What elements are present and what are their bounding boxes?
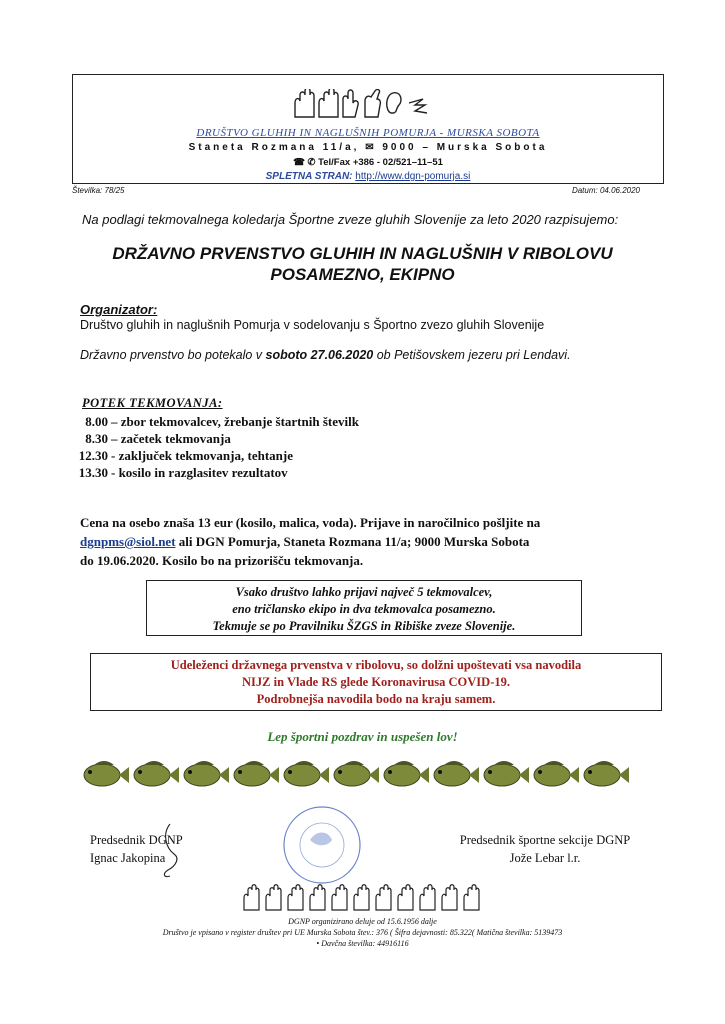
hand-sign-icon	[332, 885, 347, 910]
rules-line: eno tričlansko ekipo in dva tekmovalca posamezno.	[232, 602, 496, 616]
fish-icon	[284, 761, 329, 786]
greeting: Lep športni pozdrav in uspešen lov!	[267, 729, 458, 744]
organization-name: DRUŠTVO GLUHIH IN NAGLUŠNIH POMURJA - MURSKA SOBOTA	[196, 127, 540, 139]
sports-section-name: Jože Lebar l.r.	[509, 851, 581, 865]
footer-line-2: Društvo je vpisano v register društev pri UE Murska Sobota štev.: 376 ( Šifra dejavnosti: 85.322( Matična številka: 5139473	[162, 928, 563, 937]
footer-line-3: • Davčna številka: 44916116	[316, 939, 409, 948]
letterhead-box	[72, 74, 664, 184]
price-line-1: Cena na osebo znaša 13 eur (kosilo, malica, voda). Prijave in naročilnico pošljite na	[80, 515, 541, 530]
schedule-time: 13.30	[78, 465, 108, 480]
schedule-time: 8.00	[85, 414, 108, 429]
sports-section-title: Predsednik športne sekcije DGNP	[459, 833, 631, 847]
hand-signs-icon	[73, 89, 663, 121]
schedule-item	[72, 431, 231, 447]
document-date: Datum: 04.06.2020	[571, 186, 640, 195]
rules-box	[146, 580, 582, 636]
president-name: Ignac Jakopina	[90, 851, 166, 865]
fish-decoration	[78, 756, 638, 794]
rules-line: Tekmuje se po Pravilniku ŠZGS in Ribiške zveze Slovenije.	[212, 619, 516, 633]
document-number: Številka: 78/25	[72, 186, 125, 195]
website-link[interactable]: http://www.dgn-pomurja.si	[355, 171, 471, 182]
schedule-item	[72, 465, 288, 481]
date-line-before: Državno prvenstvo bo potekalo v	[80, 348, 266, 362]
hand-sign-icon	[266, 885, 281, 910]
intro-text: Na podlagi tekmovalnega koledarja Športne zveze gluhih Slovenije za leto 2020 razpisujemo:	[82, 212, 619, 227]
hand-sign-icon	[310, 885, 325, 910]
covid-notice-box	[90, 653, 662, 711]
covid-line: NIJZ in Vlade RS glede Koronavirusa COVID-19.	[242, 675, 510, 689]
fish-icon	[534, 761, 579, 786]
signature-right	[440, 831, 650, 867]
covid-line: Udeleženci državnega prvenstva v ribolovu, so dolžni upoštevati vsa navodila	[170, 658, 582, 672]
email-link[interactable]: dgnpms@siol.net	[80, 534, 176, 549]
organization-website	[73, 171, 663, 182]
fish-icon	[484, 761, 529, 786]
schedule-time: 8.30	[85, 431, 108, 446]
fish-icon	[134, 761, 179, 786]
sign-language-logo	[73, 89, 663, 126]
stamp-icon	[272, 800, 372, 890]
fish-icon	[434, 761, 479, 786]
organization-address: Staneta Rozmana 11/a, ✉ 9000 – Murska Sobota	[188, 142, 548, 153]
covid-line: Podrobnejša navodila bodo na kraju samem.	[256, 692, 496, 706]
organization-stamp	[272, 800, 372, 890]
schedule-text: - kosilo in razglasitev rezultatov	[111, 465, 288, 480]
schedule-time: 12.30	[78, 448, 108, 463]
fish-icon	[234, 761, 279, 786]
price-info	[80, 513, 640, 570]
fish-icon	[84, 761, 129, 786]
hand-sign-icon	[354, 885, 369, 910]
schedule-item	[72, 448, 293, 464]
organization-phone: ☎ ✆ Tel/Fax +386 - 02/521–11–51	[293, 157, 443, 168]
fish-icon-row	[78, 756, 638, 794]
handwritten-signature-icon	[140, 820, 200, 880]
hand-sign-icon	[442, 885, 457, 910]
page-title: DRŽAVNO PRVENSTVO GLUHIH IN NAGLUŠNIH V RIBOLOVU	[112, 244, 613, 263]
hand-sign-icon	[376, 885, 391, 910]
hand-sign-icon	[398, 885, 413, 910]
schedule-text: - zaključek tekmovanja, tehtanje	[111, 448, 293, 463]
president-title: Predsednik DGNP	[90, 833, 183, 847]
hand-sign-icon	[244, 885, 259, 910]
price-line-2	[80, 532, 640, 551]
footer-line-1: DGNP organizirano deluje od 15.6.1956 dalje	[288, 917, 437, 926]
price-address: ali DGN Pomurja, Staneta Rozmana 11/a; 9000 Murska Sobota	[175, 534, 530, 549]
fish-icon	[384, 761, 429, 786]
schedule-heading: POTEK TEKMOVANJA:	[82, 396, 223, 410]
website-label: SPLETNA STRAN:	[265, 171, 353, 182]
schedule-item	[72, 414, 359, 430]
hand-sign-icon	[288, 885, 303, 910]
event-date-line	[80, 348, 571, 362]
date-line-after: ob Petišovskem jezeru pri Lendavi.	[373, 348, 571, 362]
fish-icon	[584, 761, 629, 786]
organizer-heading: Organizator:	[80, 302, 158, 317]
bottom-sign-language-row	[240, 884, 490, 912]
rules-line: Vsako društvo lahko prijavi največ 5 tekmovalcev,	[235, 585, 493, 599]
schedule-text: – zbor tekmovalcev, žrebanje štartnih številk	[111, 414, 359, 429]
date-line-bold: soboto 27.06.2020	[265, 348, 374, 362]
hand-sign-icon	[464, 885, 479, 910]
price-line-3: do 19.06.2020. Kosilo bo na prizorišču tekmovanja.	[80, 553, 364, 568]
organizer-text: Društvo gluhih in naglušnih Pomurja v sodelovanju s Športno zvezo gluhih Slovenije	[80, 318, 545, 332]
fish-icon	[184, 761, 229, 786]
fish-icon	[334, 761, 379, 786]
schedule-text: – začetek tekmovanja	[111, 431, 231, 446]
page-subtitle: POSAMEZNO, EKIPNO	[270, 265, 455, 284]
hand-sign-icon	[420, 885, 435, 910]
hand-signs-icon	[240, 884, 490, 912]
